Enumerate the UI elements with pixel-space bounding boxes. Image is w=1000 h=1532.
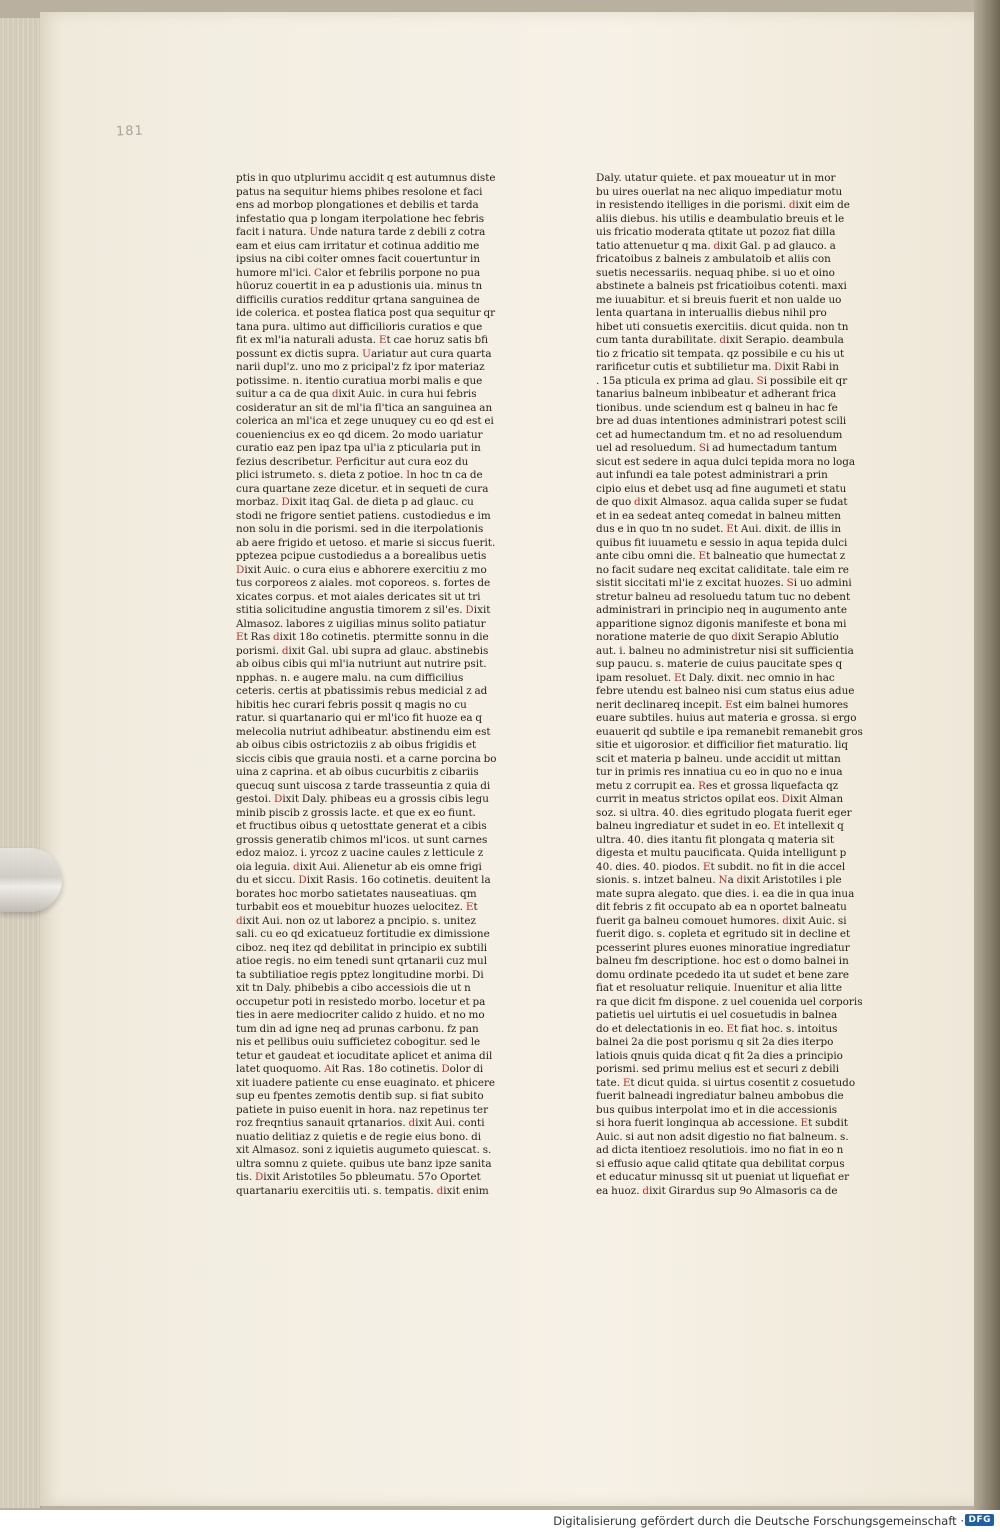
text-line: ipam resoluet. Et Daly. dixit. nec omnio in hac — [596, 671, 835, 684]
text-line: cet ad humectandum tm. et no ad resoluendum — [596, 428, 843, 441]
text-line: gestoi. Dixit Daly. phibeas eu a grossis cibis legu — [236, 793, 489, 805]
text-line: ratur. si quartanario qui er ml'ico fit huoze ea q — [236, 712, 483, 724]
text-line: ab oibus cibis ostrictoziis z ab oibus frigidis et — [236, 739, 477, 751]
text-line: domu ordinate pcededo ita ut sudet et bene zare — [596, 968, 850, 981]
text-line: sitie et uigorosior. et difficilior fiet maturatio. liq — [596, 739, 849, 751]
text-line: metu z corrupit ea. Res et grossa liquefacta qz — [596, 779, 839, 792]
text-line: narii dupl'z. uno mo z pricipal'z fz ipor materiaz — [236, 361, 485, 373]
text-line: ultra somnu z quiete. quibus ute banz ipze sanita — [236, 1157, 492, 1170]
text-line: currit in meatus strictos opilat eos. Dixit Alman — [596, 793, 844, 805]
text-line: coueniencius ex eo qd dicem. 2o modo uariatur — [236, 428, 483, 441]
text-line: aut. i. balneu no administretur nisi sit sufficientia — [596, 644, 854, 657]
text-column-right — [596, 172, 863, 1198]
text-line: et educatur minussq sit ut pueniat ut liquefiat er — [596, 1171, 850, 1183]
text-line: borates hoc morbo satietates nauseatiuas. qm — [236, 887, 477, 900]
text-line: soz. si ultra. 40. dies egritudo plogata fuerit eger — [596, 806, 852, 819]
binding-shadow — [974, 0, 1000, 1510]
text-line: roz freqntius sanauit qrtanarios. dixit Aui. conti — [236, 1117, 485, 1129]
text-line: Dixit Auic. o cura eius e abhorere exercitiu z mo — [236, 563, 487, 576]
text-line: balneu ingrediatur et sudet in eo. Et intellexit q — [596, 820, 844, 832]
text-line: xit tn Daly. phibebis a cibo accessiois die ut n — [236, 982, 471, 994]
text-line: difficilis curatios redditur qrtana sanguinea de — [236, 293, 480, 306]
text-line: hibet uti consuetis exercitiis. dicut quida. non tn — [596, 320, 849, 333]
text-line: suitur a ca de qua dixit Auic. in cura hui febris — [236, 388, 477, 400]
text-line: febre utendu est balneo nisi cum status eius adue — [596, 685, 855, 697]
text-line: in resistendo itelliges in die porismi. dixit eim de — [596, 199, 850, 211]
text-line: do et delectationis in eo. Et fiat hoc. s. intoitus — [596, 1022, 838, 1035]
text-line: fuerit ga balneu comouet humores. dixit Auic. si — [596, 914, 847, 927]
text-line: rarificetur cutis et subtilietur ma. Dixit Rabi in — [596, 361, 839, 373]
text-line: ens ad morbop plongationes et debilis et tarda — [236, 199, 479, 211]
text-line: du et siccu. Dixit Rasis. 16o cotinetis. deuitent la — [236, 874, 491, 886]
text-line: dit febris z fit occupato ab ea n oportet balneatu — [596, 901, 847, 913]
text-line: sionis. s. intzet balneu. Na dixit Aristotiles i ple — [596, 874, 842, 886]
text-line: tis. Dixit Aristotiles 5o pbleumatu. 57o Oportet — [236, 1171, 481, 1183]
text-line: de quo dixit Almasoz. aqua calida super se fudat — [596, 496, 848, 508]
text-line: balnei 2a die post porismu q sit 2a dies iterpo — [596, 1036, 834, 1048]
text-line: ante cibu omni die. Et balneatio que humectat z — [596, 550, 846, 562]
text-line: pptezea pcipue custodiedus a a borealibus uetis — [236, 550, 487, 562]
text-line: potissime. n. itentio curatiua morbi malis e que — [236, 374, 483, 387]
text-line: curatio eaz pen ipaz tpa ul'ia z pticularia put in — [236, 442, 481, 454]
text-line: mate supra alegato. que dies. i. ea die in qua inua — [596, 887, 855, 900]
text-line: nerit declinareq incepit. Est eim balnei humores — [596, 698, 849, 711]
text-line: quibus fit iuuametu e sessio in aqua tepida dulci — [596, 536, 848, 549]
text-line: fricatoibus z balneis z ambulatoib et aliis con — [596, 253, 831, 265]
text-line: humore ml'ici. Calor et febrilis porpone no pua — [236, 266, 481, 279]
text-line: non solu in die porismi. sed in die iterpolationis — [236, 523, 484, 535]
text-line: dixit Aui. non oz ut laborez a pncipio. s. unitez — [236, 914, 476, 927]
text-line: tate. Et dicut quida. si uirtus cosentit z cosuetudo — [596, 1076, 856, 1089]
text-line: cipio eius et debet usq ad fine augumeti et statu — [596, 482, 847, 495]
text-line: quecuq sunt uiscosa z tarde trasseuntia z quia di — [236, 779, 491, 792]
text-line: lenta quartana in interuallis diebus nihil pro — [596, 307, 827, 319]
text-line: xicates corpus. et mot aiales dericates sit ut tri — [236, 590, 481, 603]
text-line: tus corporeos z aiales. mot coporeos. s. fortes de — [236, 577, 491, 589]
text-line: ra que dicit fm dispone. z uel couenida uel corporis — [596, 995, 863, 1008]
text-line: digesta et multu paucificata. Quida intelligunt p — [596, 847, 847, 859]
text-line: tatio attenuetur q ma. dixit Gal. p ad glauco. a — [596, 239, 836, 252]
text-line: cosideratur an sit de ml'ia fl'tica an sanguinea an — [236, 401, 493, 414]
text-line: nis et pellibus ouiu sufficietez cobogitur. sed le — [236, 1036, 481, 1048]
text-line: possunt ex dictis supra. Uariatur aut cura quarta — [236, 347, 492, 360]
page-stack-edge — [0, 18, 41, 1508]
text-line: npphas. n. e augere malu. na cum difficilius — [236, 671, 464, 684]
text-line: atioe regis. no eim tenedi sunt qrtanarii cuz mul — [236, 955, 488, 967]
text-line: me iuuabitur. et si breuis fuerit et non ualde uo — [596, 293, 842, 306]
text-line: . 15a pticula ex prima ad glau. Si possibile eit qr — [596, 374, 848, 387]
text-line: noratione materie de quo dixit Serapio Ablutio — [596, 631, 839, 643]
text-line: Daly. utatur quiete. et pax moueatur ut in mor — [596, 172, 836, 184]
text-line: porismi. dixit Gal. ubi supra ad glauc. abstinebis — [236, 644, 489, 657]
text-line: minib piscib z grossis lacte. et que ex eo fiunt. — [236, 806, 476, 819]
text-line: Almasoz. labores z uigilias minus solito patiatur — [236, 617, 486, 630]
text-line: quartanariu exercitiis uti. s. tempatis. dixit enim — [236, 1184, 489, 1197]
funding-credit: Digitalisierung gefördert durch die Deutsche Forschungsgemeinschaft · — [553, 1514, 964, 1528]
text-line: scit et materia p balneu. unde accidit ut mittan — [596, 752, 841, 765]
text-line: cura quartane zeze dicetur. et in sequeti de cura — [236, 482, 489, 495]
text-line: bus quibus interpolat imo et in die accessionis — [596, 1103, 838, 1116]
text-line: no facit sudare neq excitat caliditate. tale eim re — [596, 563, 849, 576]
text-line: edoz maioz. i. yrcoz z uacine caules z letticule z — [236, 847, 484, 859]
footer-bar — [0, 1510, 1000, 1532]
text-line: apparitione signoz digonis manifeste et bona mi — [596, 617, 847, 630]
text-line: hüoruz couertit in ea p adustionis uia. minus tn — [236, 280, 483, 292]
text-line: ab aere frigido et uetoso. et marie si siccus fuerit. — [236, 536, 496, 549]
text-line: si hora fuerit longinqua ab accessione. Et subdit — [596, 1117, 848, 1129]
text-line: uina z caprina. et ab oibus cucurbitis z cibariis — [236, 766, 479, 778]
text-line: sistit siccitati ml'ie z excitat huozes. Si uo admini — [596, 577, 852, 589]
text-line: latet quoquomo. Ait Ras. 18o cotinetis. Dolor di — [236, 1063, 484, 1075]
text-line: stitia solicitudine angustia timorem z sil'es. Dixit — [236, 604, 491, 616]
text-line: pcesserint plures euones minoratiue ingrediatur — [596, 941, 850, 954]
text-line: facit i natura. Unde natura tarde z debili z cotra — [236, 226, 486, 238]
text-line: suetis necessariis. nequaq phibe. si uo et oino — [596, 266, 835, 279]
text-line: 40. dies. 40. piodos. Et subdit. no fit in die accel — [596, 860, 846, 873]
text-line: ta subtiliatioe regis pptez longitudine morbi. Di — [236, 968, 484, 981]
text-line: colerica an ml'ica et zege unuquey cu eo qd est ei — [236, 415, 494, 427]
text-line: aut infundi ea tale potest administrari a prin — [596, 469, 828, 481]
text-line: fuerit digo. s. copleta et egritudo sit in decline et — [596, 928, 851, 940]
text-line: siccis cibis que grauia nosti. et a carne porcina bo — [236, 752, 497, 765]
text-line: xit iuadere patiente cu ense euaginato. et phicere — [236, 1076, 496, 1089]
text-line: occupetur poti in resistedo morbo. locetur et pa — [236, 995, 486, 1008]
text-line: aliis diebus. his utilis e deambulatio breuis et le — [596, 212, 845, 225]
text-line: et fructibus oibus q uetosttate generat et a cibis — [236, 820, 487, 832]
text-line: fiat et resoluatur reliquie. Inuenitur et alia litte — [596, 982, 842, 994]
text-line: fit ex ml'ia naturali adusta. Et cae horuz satis bfi — [236, 334, 489, 346]
text-line: patus na sequitur hiems phibes resolone et faci — [236, 185, 483, 198]
text-line: eam et eius cam irritatur et cotinua additio me — [236, 239, 480, 252]
text-line: bre ad duas intentiones administrari potest scili — [596, 415, 847, 427]
text-line: Auic. si aut non adsit digestio no fiat balneum. s. — [596, 1130, 849, 1143]
text-line: et in ea sedeat anteq comedat in balneu mitten — [596, 509, 841, 522]
text-line: oia leguia. dixit Aui. Alienetur ab eis omne frigi — [236, 860, 482, 873]
text-line: abstinete a balneis pst fricatioibus cotenti. maxi — [596, 280, 847, 292]
text-line: ceteris. certis at pbatissimis rebus medicial z ad — [236, 685, 488, 697]
text-line: ide colerica. et postea flatica post qua sequitur qr — [236, 307, 496, 319]
text-line: turbabit eos et mouebitur huozes uelocitez. Et — [236, 901, 478, 913]
text-line: Et Ras dixit 18o cotinetis. ptermitte sonnu in die — [236, 631, 489, 643]
text-line: sup paucu. s. materie de cuius paucitate spes q — [596, 658, 843, 670]
text-line: patietis uel uirtutis ei uel cosuetudis in balnea — [596, 1009, 838, 1021]
text-line: nuatio delitiaz z quietis e de regie eius bono. di — [236, 1130, 482, 1143]
text-line: ipsius na cibi coiter omnes facit couertuntur in — [236, 253, 481, 265]
text-line: bu uires ouerlat na nec aliquo impediatur motu — [596, 185, 843, 198]
text-line: tanarius balneum inbibeatur et adherant frica — [596, 388, 837, 400]
folio-number: 181 — [115, 123, 145, 140]
text-line: tionibus. unde sciendum est q balneu in hac fe — [596, 401, 838, 414]
text-line: stodi ne frigore sentiet patiens. custodiedus e im — [236, 509, 491, 522]
text-line: stretur balneu ad resoluedu tatum tuc no debent — [596, 590, 851, 603]
text-line: tur in primis res innatiua cu eo in quo no e inua — [596, 766, 843, 778]
text-line: balneu fm descriptione. hoc est o domo balnei in — [596, 955, 849, 967]
text-line: ties in aere mediocriter calido z huido. et no mo — [236, 1009, 485, 1021]
text-line: plici istrumeto. s. dieta z potioe. In hoc tn ca de — [236, 469, 483, 481]
text-line: euare subtiles. huius aut materia e grossa. si ergo — [596, 712, 857, 724]
text-line: ad dicta itentioez resolutiois. imo no fiat in eo n — [596, 1144, 844, 1156]
text-line: ciboz. neq itez qd debilitat in principio ex subtili — [236, 941, 488, 954]
text-line: xit Almasoz. soni z iquietis augumeto quiescat. s. — [236, 1144, 492, 1156]
text-line: ea huoz. dixit Girardus sup 9o Almasoris ca de — [596, 1184, 838, 1197]
text-line: tum din ad igne neq ad prunas carbonu. fz pan — [236, 1022, 479, 1035]
text-line: latiois qnuis quida dicat q fit 2a dies a principio — [596, 1049, 843, 1062]
text-line: tana pura. ultimo aut difficilioris curatios e que — [236, 320, 483, 333]
text-line: hibitis hec curari febris possit q magis no cu — [236, 698, 467, 711]
text-line: uis fricatio moderata qtitate ut pozoz fiat dilla — [596, 226, 836, 238]
text-line: patiete in puiso euenit in hora. naz repetinus ter — [236, 1103, 489, 1116]
text-line: ptis in quo utplurimu accidit q est autumnus diste — [236, 172, 496, 184]
text-line: ultra. 40. dies itantu fit plongata q materia sit — [596, 833, 835, 846]
text-line: sup eu fpentes zemotis dentib sup. si fiat subito — [236, 1090, 484, 1102]
text-line: administrari in principio neq in augumento ante — [596, 604, 847, 616]
text-line: sicut est sedere in aqua dulci tepida mora no loga — [596, 455, 856, 468]
text-line: morbaz. Dixit itaq Gal. de dieta p ad glauc. cu — [236, 496, 474, 508]
text-line: fuerit balneadi ingrediatur balneu ambobus die — [596, 1090, 844, 1102]
text-line: si effusio aque calid qtitate qua debilitat corpus — [596, 1157, 845, 1170]
page-clip — [0, 848, 62, 912]
text-line: melecolia nutriut adhibeatur. abstinendu eim est — [236, 725, 491, 738]
dfg-logo-icon: DFG — [965, 1514, 994, 1526]
text-line: ab oibus cibis qui ml'ia nutriunt aut nutrire psit. — [236, 658, 487, 670]
text-column-left — [236, 172, 498, 1198]
text-line: grossis generatib chimos ml'icos. ut sunt carnes — [236, 833, 488, 846]
text-line: uel ad resoluedum. Si ad humectadum tantum — [596, 442, 838, 454]
text-line: infestatio qua p longam iterpolatione hec febris — [236, 212, 485, 225]
text-line: tio z fricatio sit tempata. qz possibile e cu his ut — [596, 347, 845, 360]
text-line: euauerit qd subtile e ipa remanebit remanebit gros — [596, 725, 863, 738]
text-line: dus e in quo tn no sudet. Et Aui. dixit. de illis in — [596, 523, 842, 535]
text-line: sali. cu eo qd exicatueuz fortitudie ex dimissione — [236, 928, 490, 940]
text-line: tetur et gaudeat et iocuditate aplicet et anima dil — [236, 1049, 493, 1062]
text-line: fezius describetur. Perficitur aut cura eoz du — [236, 455, 469, 468]
text-line: cum tanta durabilitate. dixit Serapio. deambula — [596, 334, 844, 346]
text-line: porismi. sed primu melius est et securi z debili — [596, 1063, 840, 1075]
